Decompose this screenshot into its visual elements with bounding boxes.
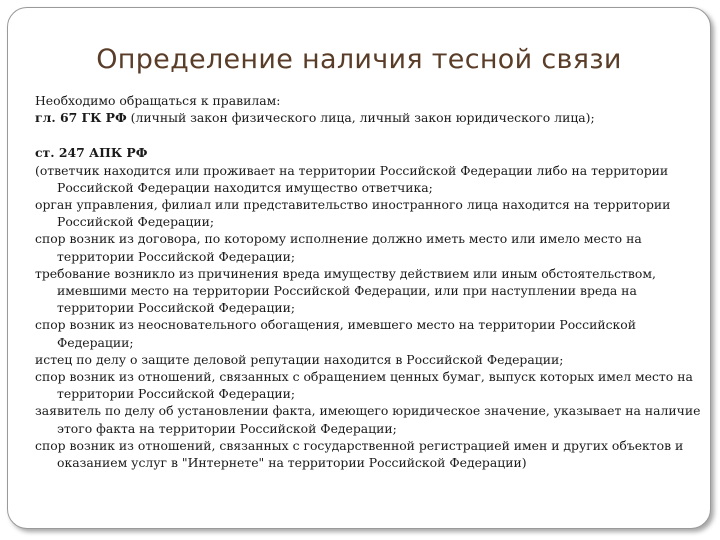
slide-frame	[7, 7, 711, 529]
list-item: спор возник из неосновательного обогащения, имевшего место на территории Российской Федерации;	[35, 317, 636, 350]
gk-line	[35, 109, 707, 126]
list-item: (ответчик находится или проживает на территории Российской Федерации либо на территории Российской Федерации находится имущество ответчика;	[35, 162, 669, 195]
list-item: спор возник из отношений, связанных с государственной регистрацией имен и других объектов и оказанием услуг в "Интернете" на территории Российской Федерации)	[35, 437, 684, 471]
slide-body	[35, 92, 707, 471]
list-item: спор возник из отношений, связанных с обращением ценных бумаг, выпуск которых имел место на территории Российской Федерации;	[35, 369, 693, 402]
slide-title: Определение наличия тесной связи	[96, 44, 622, 75]
apk-reference: ст. 247 АПК РФ	[35, 145, 148, 161]
list-item: заявитель по делу об установлении факта, имеющего юридическое значение, указывает на наличие этого факта на территории Российской Федерации;	[35, 403, 701, 436]
list-item: требование возникло из причинения вреда имуществу действием или иным обстоятельством, имевшими место на территории Российской Федерации, или при наступлении вреда на территории Российской Федерации;	[35, 265, 656, 316]
gk-description: (личный закон физического лица, личный закон юридического лица);	[126, 110, 595, 126]
list-item: спор возник из договора, по которому исполнение должно иметь место или имело место на территории Российской Федерации;	[35, 231, 642, 264]
list-item: орган управления, филиал или представительство иностранного лица находится на территории Российской Федерации;	[35, 197, 671, 230]
spacer	[35, 126, 707, 144]
list-item: истец по делу о защите деловой репутации находится в Российской Федерации;	[35, 351, 564, 367]
gk-reference: гл. 67 ГК РФ	[35, 110, 127, 126]
intro-text: Необходимо обращаться к правилам:	[35, 93, 281, 108]
